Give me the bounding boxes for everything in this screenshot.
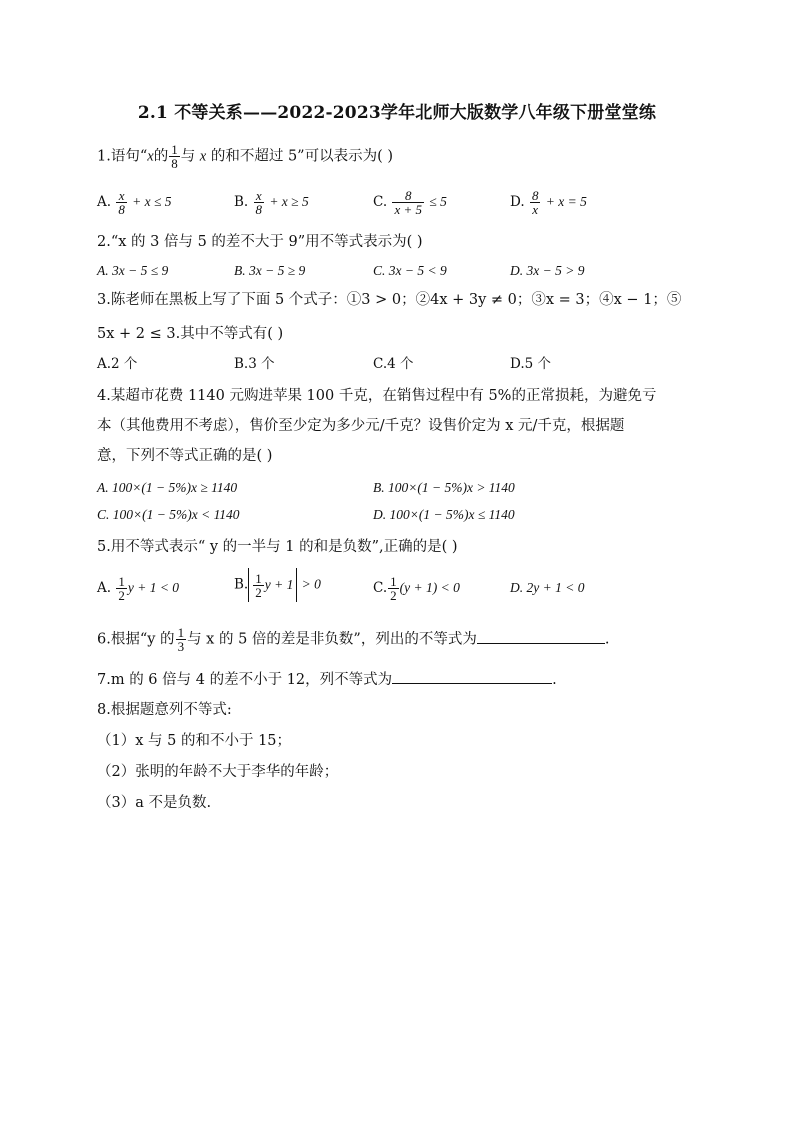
option-expression: + x ≥ 5 — [269, 194, 309, 209]
frac-numerator: 1 — [118, 574, 125, 589]
frac-numerator: 1 — [390, 574, 397, 589]
q4-stem-line1: 4.某超市花费 1140 元购进苹果 100 千克，在销售过程中有 5%的正常损耗，为避免亏 — [97, 388, 657, 404]
q2-option-a[interactable]: A. 3x − 5 ≤ 9 — [97, 263, 169, 278]
q1-option-d[interactable] — [510, 189, 587, 216]
q5-option-a[interactable] — [97, 575, 179, 602]
q6-stem-part: 与 x 的 5 倍的差是非负数”，列出的不等式为 — [187, 631, 477, 648]
frac-denominator: 3 — [177, 639, 185, 654]
q1-opta-fraction — [116, 189, 127, 216]
q5-opta-fraction — [116, 575, 127, 602]
option-expression: ≤ 5 — [429, 194, 447, 209]
q1-optd-fraction — [530, 189, 541, 216]
q6-answer-blank[interactable] — [477, 629, 605, 644]
option-label: D. — [510, 194, 525, 210]
q4-option-b[interactable]: B. 100×(1 − 5%)x > 1140 — [373, 480, 515, 495]
q6-stem — [97, 626, 609, 653]
q5-optc-fraction — [388, 575, 399, 602]
q1-var: x — [199, 148, 207, 165]
frac-denominator: 8 — [255, 202, 263, 217]
frac-numerator: 1 — [171, 142, 178, 157]
q7-answer-blank[interactable] — [392, 669, 552, 684]
q4-option-d[interactable]: D. 100×(1 − 5%)x ≤ 1140 — [373, 507, 515, 522]
worksheet-title: 2.1 不等关系——2022-2023学年北师大版数学八年级下册堂堂练 — [137, 103, 657, 123]
q1-stem-part: 与 — [180, 148, 196, 165]
q8-item-2: （2）张明的年龄不大于李华的年龄； — [97, 764, 339, 780]
q5-optb-fraction — [253, 572, 264, 599]
frac-denominator: 2 — [255, 585, 262, 600]
q8-stem: 8.根据题意列不等式: — [97, 702, 232, 718]
q1-optb-fraction — [254, 189, 265, 216]
q3-stem-line1: 3.陈老师在黑板上写了下面 5 个式子：①3 > 0；②4x + 3y ≠ 0；③x = 3；④x − 1；⑤ — [97, 292, 682, 308]
option-expression: > 0 — [301, 576, 321, 592]
frac-numerator: x — [254, 189, 265, 203]
q3-option-b[interactable]: B.3 个 — [234, 356, 275, 372]
option-label: B. — [234, 194, 249, 210]
q1-var: x — [147, 148, 154, 165]
option-label: C. — [373, 580, 388, 596]
frac-numerator: 8 — [531, 188, 539, 203]
q5-option-b[interactable] — [234, 568, 321, 602]
option-expression: (y + 1) < 0 — [399, 580, 460, 595]
frac-denominator: 2 — [118, 588, 125, 603]
q1-stem-part: 的和不超过 5”可以表示为( ) — [210, 148, 394, 165]
frac-denominator: 8 — [118, 202, 125, 217]
q1-stem-part: 1.语句“ — [97, 148, 148, 165]
q5-stem: 5.用不等式表示“ y 的一半与 1 的和是负数”,正确的是( ) — [97, 539, 458, 555]
q4-option-a[interactable]: A. 100×(1 − 5%)x ≥ 1140 — [97, 480, 238, 495]
frac-numerator: x — [116, 189, 127, 203]
option-expression: + x = 5 — [545, 194, 587, 209]
option-label: C. — [373, 194, 388, 210]
q1-option-c[interactable] — [373, 189, 447, 216]
q6-end: . — [604, 631, 610, 648]
q1-option-a[interactable] — [97, 189, 172, 216]
q2-stem: 2.“x 的 3 倍与 5 的差不大于 9”用不等式表示为( ) — [97, 234, 423, 250]
q2-option-d[interactable]: D. 3x − 5 > 9 — [510, 263, 585, 278]
option-expression: y + 1 — [264, 577, 294, 592]
q4-stem-line3: 意，下列不等式正确的是( ) — [97, 448, 273, 464]
frac-numerator: 1 — [255, 571, 262, 586]
q3-option-a[interactable]: A.2 个 — [97, 356, 138, 372]
q3-stem-line2: 5x + 2 ≤ 3.其中不等式有( ) — [97, 326, 284, 342]
q8-item-3: （3）a 不是负数. — [97, 795, 212, 811]
q5-option-c[interactable] — [373, 575, 460, 602]
q1-stem — [97, 143, 393, 170]
q7-stem — [97, 669, 557, 690]
q1-option-b[interactable] — [234, 189, 309, 216]
q4-option-c[interactable]: C. 100×(1 − 5%)x < 1140 — [97, 507, 240, 522]
q3-option-d[interactable]: D.5 个 — [510, 356, 552, 372]
absolute-value-bars — [248, 568, 297, 602]
q1-stem-part: 的 — [153, 148, 169, 165]
q6-stem-part: 6.根据“y 的 — [97, 631, 175, 648]
frac-numerator: 8 — [392, 189, 424, 203]
q4-stem-line2: 本（其他费用不考虑），售价至少定为多少元/千克？设售价定为 x 元/千克，根据题 — [97, 418, 625, 434]
q2-option-c[interactable]: C. 3x − 5 < 9 — [373, 263, 447, 278]
frac-numerator: 1 — [177, 625, 185, 640]
q5-option-d[interactable]: D. 2y + 1 < 0 — [510, 580, 585, 595]
q3-option-c[interactable]: C.4 个 — [373, 356, 414, 372]
q8-item-1: （1）x 与 5 的和不小于 15； — [97, 733, 292, 749]
q7-end: . — [552, 672, 557, 688]
frac-denominator: 2 — [390, 588, 397, 603]
q1-optc-fraction — [392, 189, 424, 216]
q2-option-b[interactable]: B. 3x − 5 ≥ 9 — [234, 263, 306, 278]
q7-stem-text: 7.m 的 6 倍与 4 的差不小于 12，列不等式为 — [97, 672, 393, 688]
frac-denominator: x — [532, 202, 539, 217]
q1-fraction — [169, 143, 180, 170]
q6-fraction — [176, 626, 187, 653]
option-label: A. — [97, 580, 112, 596]
frac-denominator: 8 — [171, 156, 178, 171]
option-expression: y + 1 < 0 — [127, 580, 180, 595]
option-label: B. — [234, 576, 249, 593]
option-label: A. — [97, 194, 112, 210]
frac-denominator: x + 5 — [394, 202, 422, 217]
option-expression: + x ≤ 5 — [132, 194, 172, 209]
